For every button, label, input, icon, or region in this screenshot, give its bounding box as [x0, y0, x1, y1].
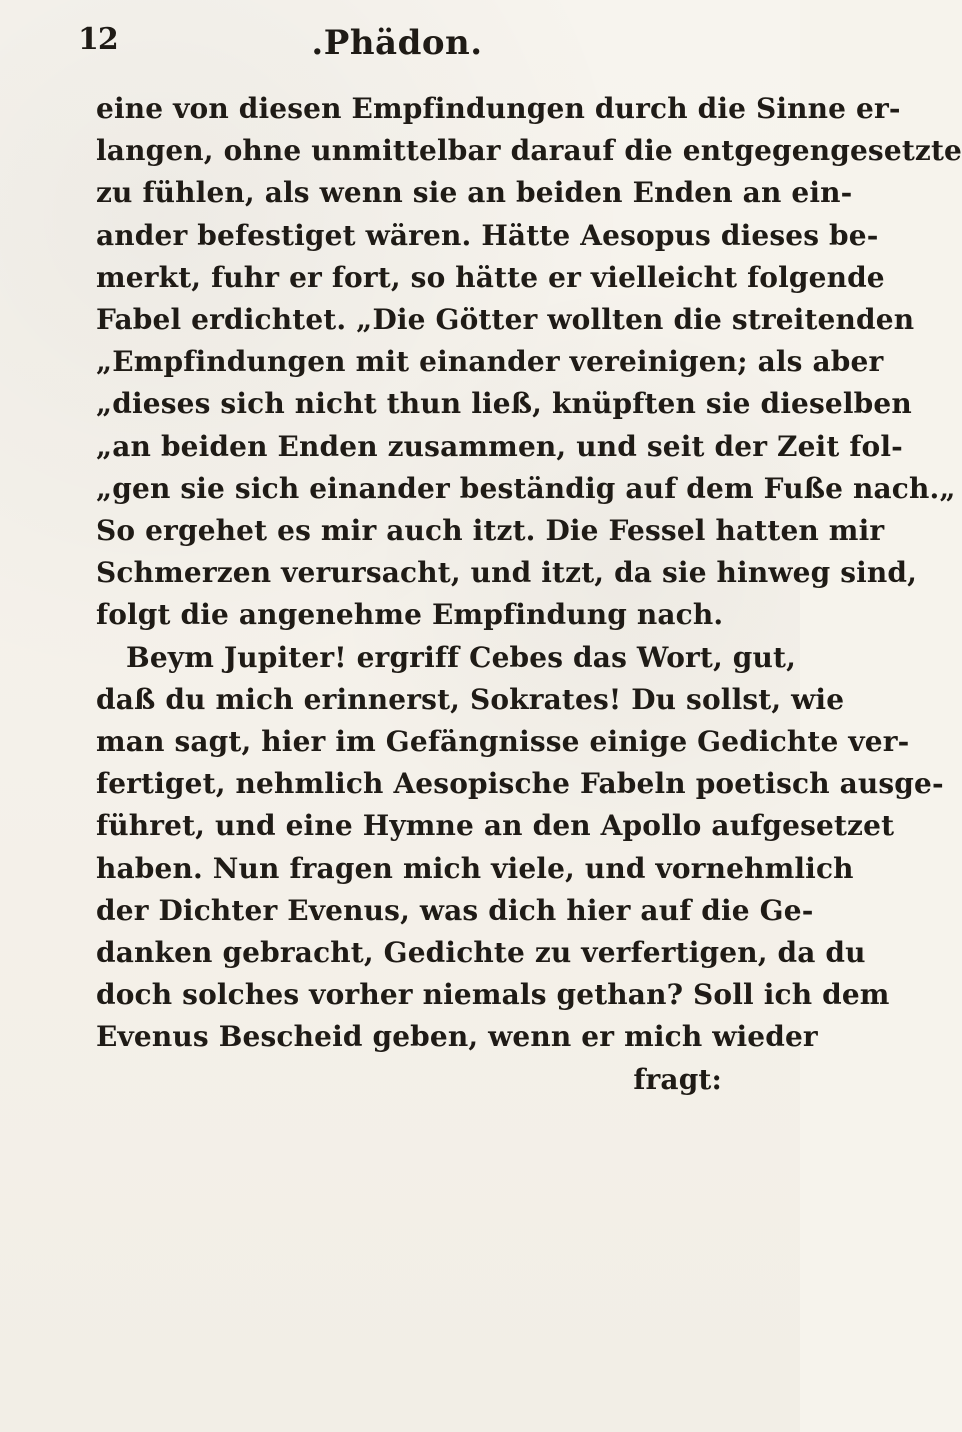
text-line-1: eine von diesen Empfindungen durch die Sinne er- [96, 92, 901, 125]
page-number: 12 [78, 22, 118, 57]
body-text [96, 88, 962, 1101]
text-line-14: Beym Jupiter! ergriff Cebes das Wort, gut, [126, 640, 797, 674]
text-line-22: doch solches vorher niemals gethan? Soll ich dem [96, 978, 890, 1012]
page-header [78, 22, 716, 62]
text-line-15: daß du mich erinnerst, Sokrates! Du sollst, wie [96, 682, 845, 716]
text-line-3: zu fühlen, als wenn sie an beiden Enden an ein- [96, 176, 853, 210]
text-line-7: „Empfindungen mit einander vereinigen; als aber [96, 345, 884, 379]
text-line-4: ander befestiget wären. Hätte Aesopus dieses be- [96, 218, 879, 252]
text-line-16: man sagt, hier im Gefängnisse einige Gedichte ver- [96, 725, 910, 759]
text-line-11: So ergehet es mir auch itzt. Die Fessel hatten mir [96, 514, 885, 548]
text-line-12: Schmerzen verursacht, und itzt, da sie hinweg sind, [96, 556, 918, 590]
text-line-8: „dieses sich nicht thun ließ, knüpften sie dieselben [96, 387, 912, 421]
text-line-20: der Dichter Evenus, was dich hier auf die Ge- [96, 893, 814, 927]
text-line-24: fragt: [633, 1062, 722, 1096]
text-line-10: „gen sie sich einander beständig auf dem Fuße nach.„ [96, 471, 956, 505]
text-line-13: folgt die angenehme Empfindung nach. [96, 598, 724, 632]
text-line-21: danken gebracht, Gedichte zu verfertigen, da du [96, 936, 866, 970]
text-line-6: Fabel erdichtet. „Die Götter wollten die streitenden [96, 303, 915, 337]
text-line-5: merkt, fuhr er fort, so hätte er vielleicht folgende [96, 260, 885, 294]
text-line-9: „an beiden Enden zusammen, und seit der Zeit fol- [96, 429, 903, 463]
text-line-2: langen, ohne unmittelbar darauf die entgegengesetzte [96, 134, 962, 168]
text-line-19: haben. Nun fragen mich viele, und vornehmlich [96, 851, 854, 885]
text-line-17: fertiget, nehmlich Aesopische Fabeln poetisch ausge- [96, 767, 944, 801]
text-line-18: führet, und eine Hymne an den Apollo aufgesetzet [96, 809, 895, 843]
running-head: .Phädon. [311, 23, 483, 63]
text-line-23: Evenus Bescheid geben, wenn er mich wieder [96, 1020, 818, 1054]
